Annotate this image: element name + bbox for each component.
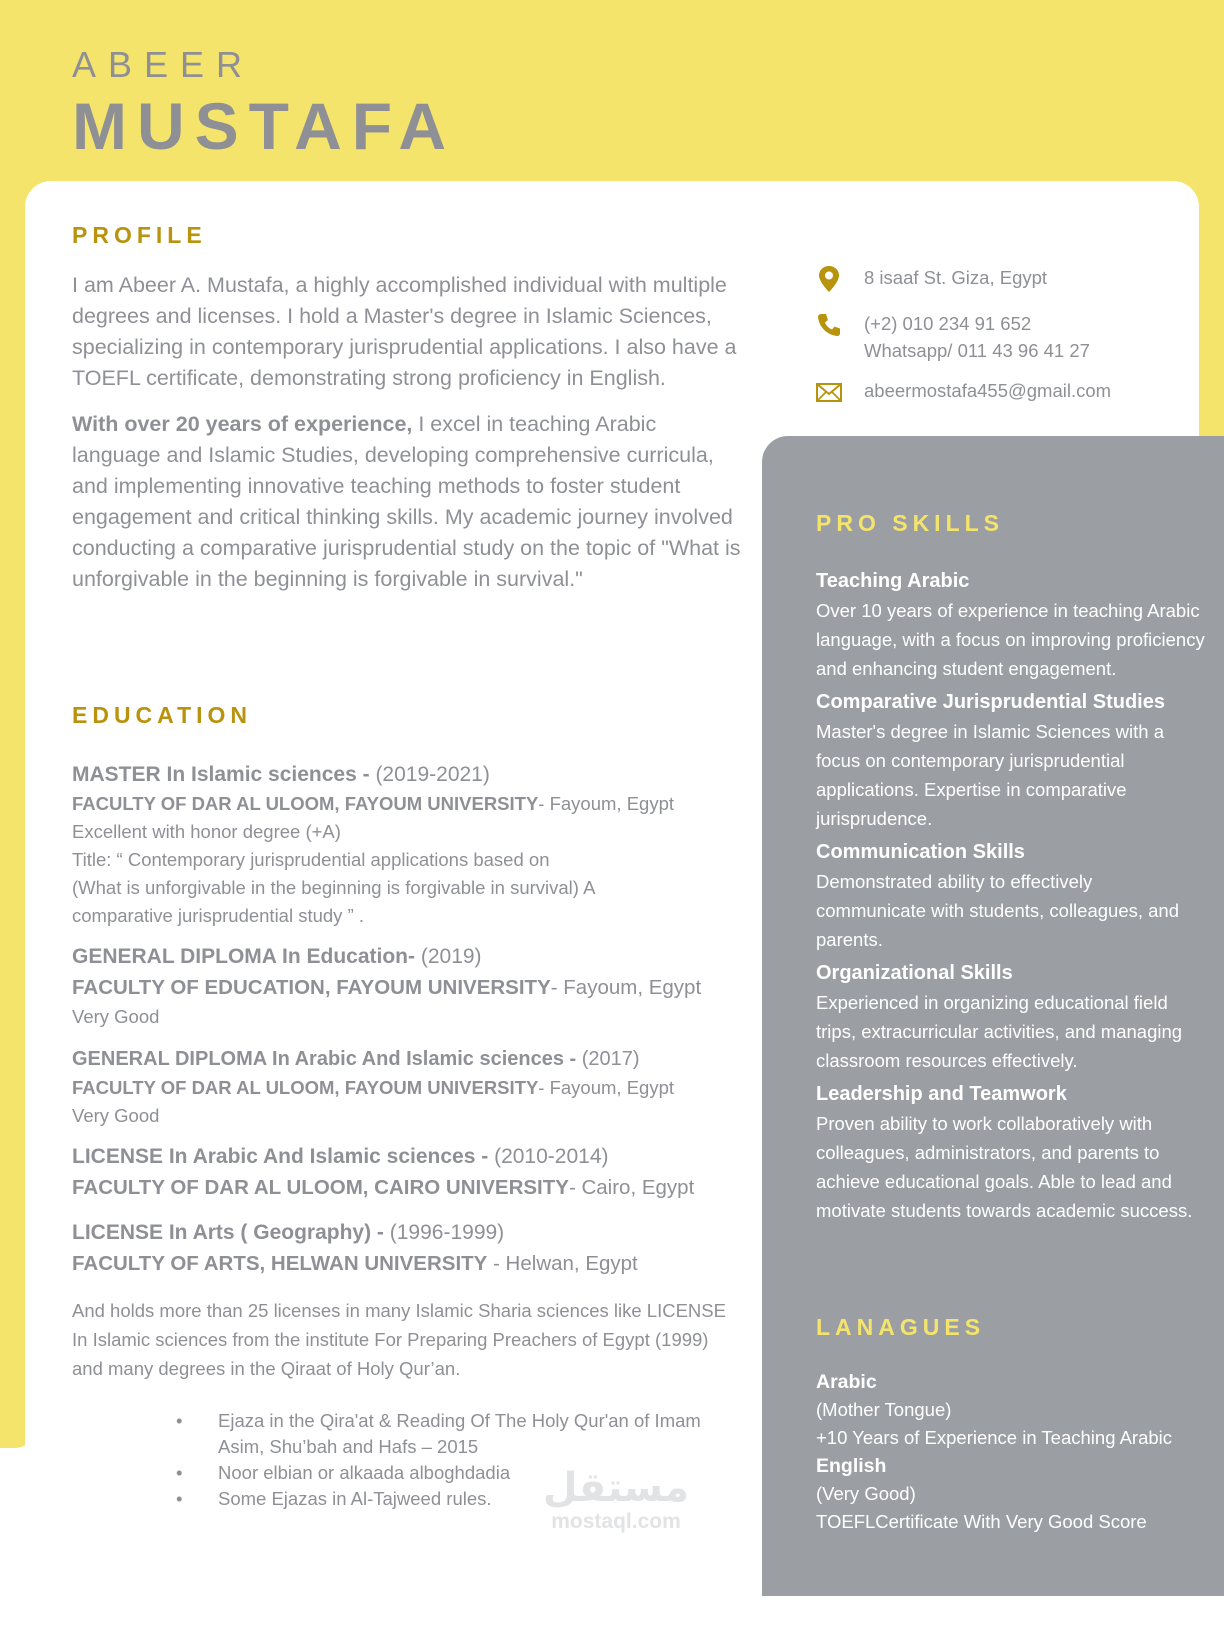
skill-description: Over 10 years of experience in teaching Arabic language, with a focus on improving proficiency and enhancing student engagement. [816, 600, 1205, 679]
language-note: +10 Years of Experience in Teaching Arabic [816, 1427, 1173, 1448]
education-item-diploma-education [72, 942, 752, 1031]
bullet-icon: • [176, 1410, 183, 1431]
skill-description: Demonstrated ability to effectively communicate with students, colleagues, and parents. [816, 871, 1180, 950]
language-level: (Mother Tongue) [816, 1399, 952, 1420]
list-item [176, 1408, 736, 1460]
contact-phone [814, 310, 1090, 364]
degree-name: MASTER In Islamic sciences - [72, 763, 370, 786]
skill-description: Proven ability to work collaboratively with colleagues, administrators, and parents to achieve educational goals. Able to lead and motivate students towards academic success. [816, 1113, 1193, 1221]
faculty-location: - Cairo, Egypt [568, 1176, 695, 1199]
skill-organizational [816, 958, 1206, 1075]
language-name: Arabic [816, 1371, 877, 1393]
language-note: TOEFLCertificate With Very Good Score [816, 1511, 1147, 1532]
languages-list [816, 1368, 1206, 1536]
whatsapp-text: Whatsapp/ 011 43 96 41 27 [864, 340, 1090, 361]
degree-name: GENERAL DIPLOMA In Arabic And Islamic sciences - [72, 1048, 577, 1070]
profile-paragraph-2-text: I excel in teaching Arabic language and Islamic Studies, developing comprehensive curricula, and implementing innovative teaching methods to foster student engagement and critical thinking skills. My academic journey involved conducting a comparative jurisprudential study on the topic of "What is unforgivable in the beginning is forgivable in survival." [72, 412, 741, 591]
profile-paragraph-2 [72, 409, 742, 595]
faculty-name: FACULTY OF DAR AL ULOOM, CAIRO UNIVERSITY [72, 1176, 569, 1199]
list-item-text: Some Ejazas in Al-Tajweed rules. [218, 1488, 492, 1509]
faculty-location: - Fayoum, Egypt [538, 1077, 675, 1098]
faculty-name: FACULTY OF DAR AL ULOOM, FAYOUM UNIVERSITY [72, 1077, 539, 1098]
education-item-license-arabic [72, 1142, 752, 1203]
skill-leadership [816, 1079, 1206, 1225]
skill-name: Leadership and Teamwork [816, 1083, 1067, 1105]
skill-description: Master's degree in Islamic Sciences with a focus on contemporary jurisprudential applications. Expertise in comparative jurisprudence. [816, 721, 1164, 829]
profile-experience-highlight: With over 20 years of experience, [72, 412, 413, 436]
thesis-title-line-3: comparative jurisprudential study ” . [72, 905, 365, 926]
phone-icon [814, 310, 844, 340]
degree-grade: Excellent with honor degree (+A) [72, 821, 341, 842]
faculty-location: - Helwan, Egypt [487, 1252, 638, 1275]
skills-list [816, 566, 1206, 1229]
language-name: English [816, 1455, 887, 1477]
degree-years: (2019-2021) [369, 763, 490, 786]
profile-paragraph-1: I am Abeer A. Mustafa, a highly accomplished individual with multiple degrees and licenses. I hold a Master's degree in Islamic Sciences, specializing in contemporary jurisprudential applications. I also have a TOEFL certificate, demonstrating strong proficiency in English. [72, 273, 737, 390]
skill-description: Experienced in organizing educational field trips, extracurricular activities, and managing classroom resources effectively. [816, 992, 1183, 1071]
last-name: MUSTAFA [72, 89, 457, 163]
additional-licenses-text: And holds more than 25 licenses in many Islamic Sharia sciences like LICENSE In Islamic sciences from the institute For Preparing Preachers of Egypt (1999) and many degrees in the Qiraat of Holy Qur’an. [72, 1300, 726, 1379]
first-name: ABEER [72, 44, 255, 85]
thesis-title-line-1: Title: “ Contemporary jurisprudential applications based on [72, 849, 550, 870]
skill-teaching-arabic [816, 566, 1206, 683]
thesis-title-line-2: (What is unforgivable in the beginning is forgivable in survival) A [72, 877, 596, 898]
contact-address [814, 264, 1047, 294]
phone-text: (+2) 010 234 91 652 [864, 313, 1032, 334]
education-title: EDUCATION [72, 702, 253, 728]
skill-name: Comparative Jurisprudential Studies [816, 691, 1165, 713]
location-icon [814, 264, 844, 294]
degree-name: LICENSE In Arabic And Islamic sciences - [72, 1145, 489, 1168]
language-level: (Very Good) [816, 1483, 916, 1504]
degree-years: (2017) [576, 1048, 640, 1070]
watermark-latin: mostaql.com [551, 1510, 681, 1533]
mostaql-watermark [536, 1466, 696, 1534]
skill-name: Organizational Skills [816, 962, 1013, 984]
profile-title: PROFILE [72, 222, 207, 248]
faculty-name: FACULTY OF DAR AL ULOOM, FAYOUM UNIVERSITY [72, 793, 539, 814]
faculty-name: FACULTY OF EDUCATION, FAYOUM UNIVERSITY [72, 976, 551, 999]
faculty-location: - Fayoum, Egypt [538, 793, 675, 814]
degree-years: (2019) [415, 945, 482, 968]
address-text: 8 isaaf St. Giza, Egypt [864, 267, 1048, 288]
skill-communication [816, 837, 1206, 954]
degree-years: (1996-1999) [383, 1221, 505, 1244]
degree-name: LICENSE In Arts ( Geography) - [72, 1221, 384, 1244]
list-item-text: Ejaza in the Qira'at & Reading Of The Holy Qur'an of Imam Asim, Shu’bah and Hafs – 2015 [218, 1410, 701, 1457]
education-item-license-arts [72, 1218, 752, 1279]
degree-grade: Very Good [72, 1105, 160, 1126]
degree-name: GENERAL DIPLOMA In Education- [72, 945, 416, 968]
degree-years: (2010-2014) [488, 1145, 609, 1168]
watermark-arabic: مستقل [542, 1465, 690, 1511]
profile-section [72, 270, 742, 610]
bullet-icon: • [176, 1462, 183, 1483]
skill-name: Teaching Arabic [816, 570, 970, 592]
contact-email [814, 377, 1111, 407]
list-item-text: Noor elbian or alkaada alboghdadia [218, 1462, 511, 1483]
education-item-master [72, 760, 752, 930]
education-item-diploma-arabic [72, 1044, 752, 1130]
skill-name: Communication Skills [816, 841, 1025, 863]
email-icon [814, 377, 844, 407]
bullet-icon: • [176, 1488, 183, 1509]
email-text[interactable]: abeermostafa455@gmail.com [864, 380, 1112, 401]
skill-comparative-jurisprudential [816, 687, 1206, 833]
skills-title: PRO SKILLS [816, 510, 1005, 536]
degree-grade: Very Good [72, 1006, 160, 1027]
faculty-location: - Fayoum, Egypt [550, 976, 702, 999]
faculty-name: FACULTY OF ARTS, HELWAN UNIVERSITY [72, 1252, 488, 1275]
languages-title: LANAGUES [816, 1314, 986, 1340]
